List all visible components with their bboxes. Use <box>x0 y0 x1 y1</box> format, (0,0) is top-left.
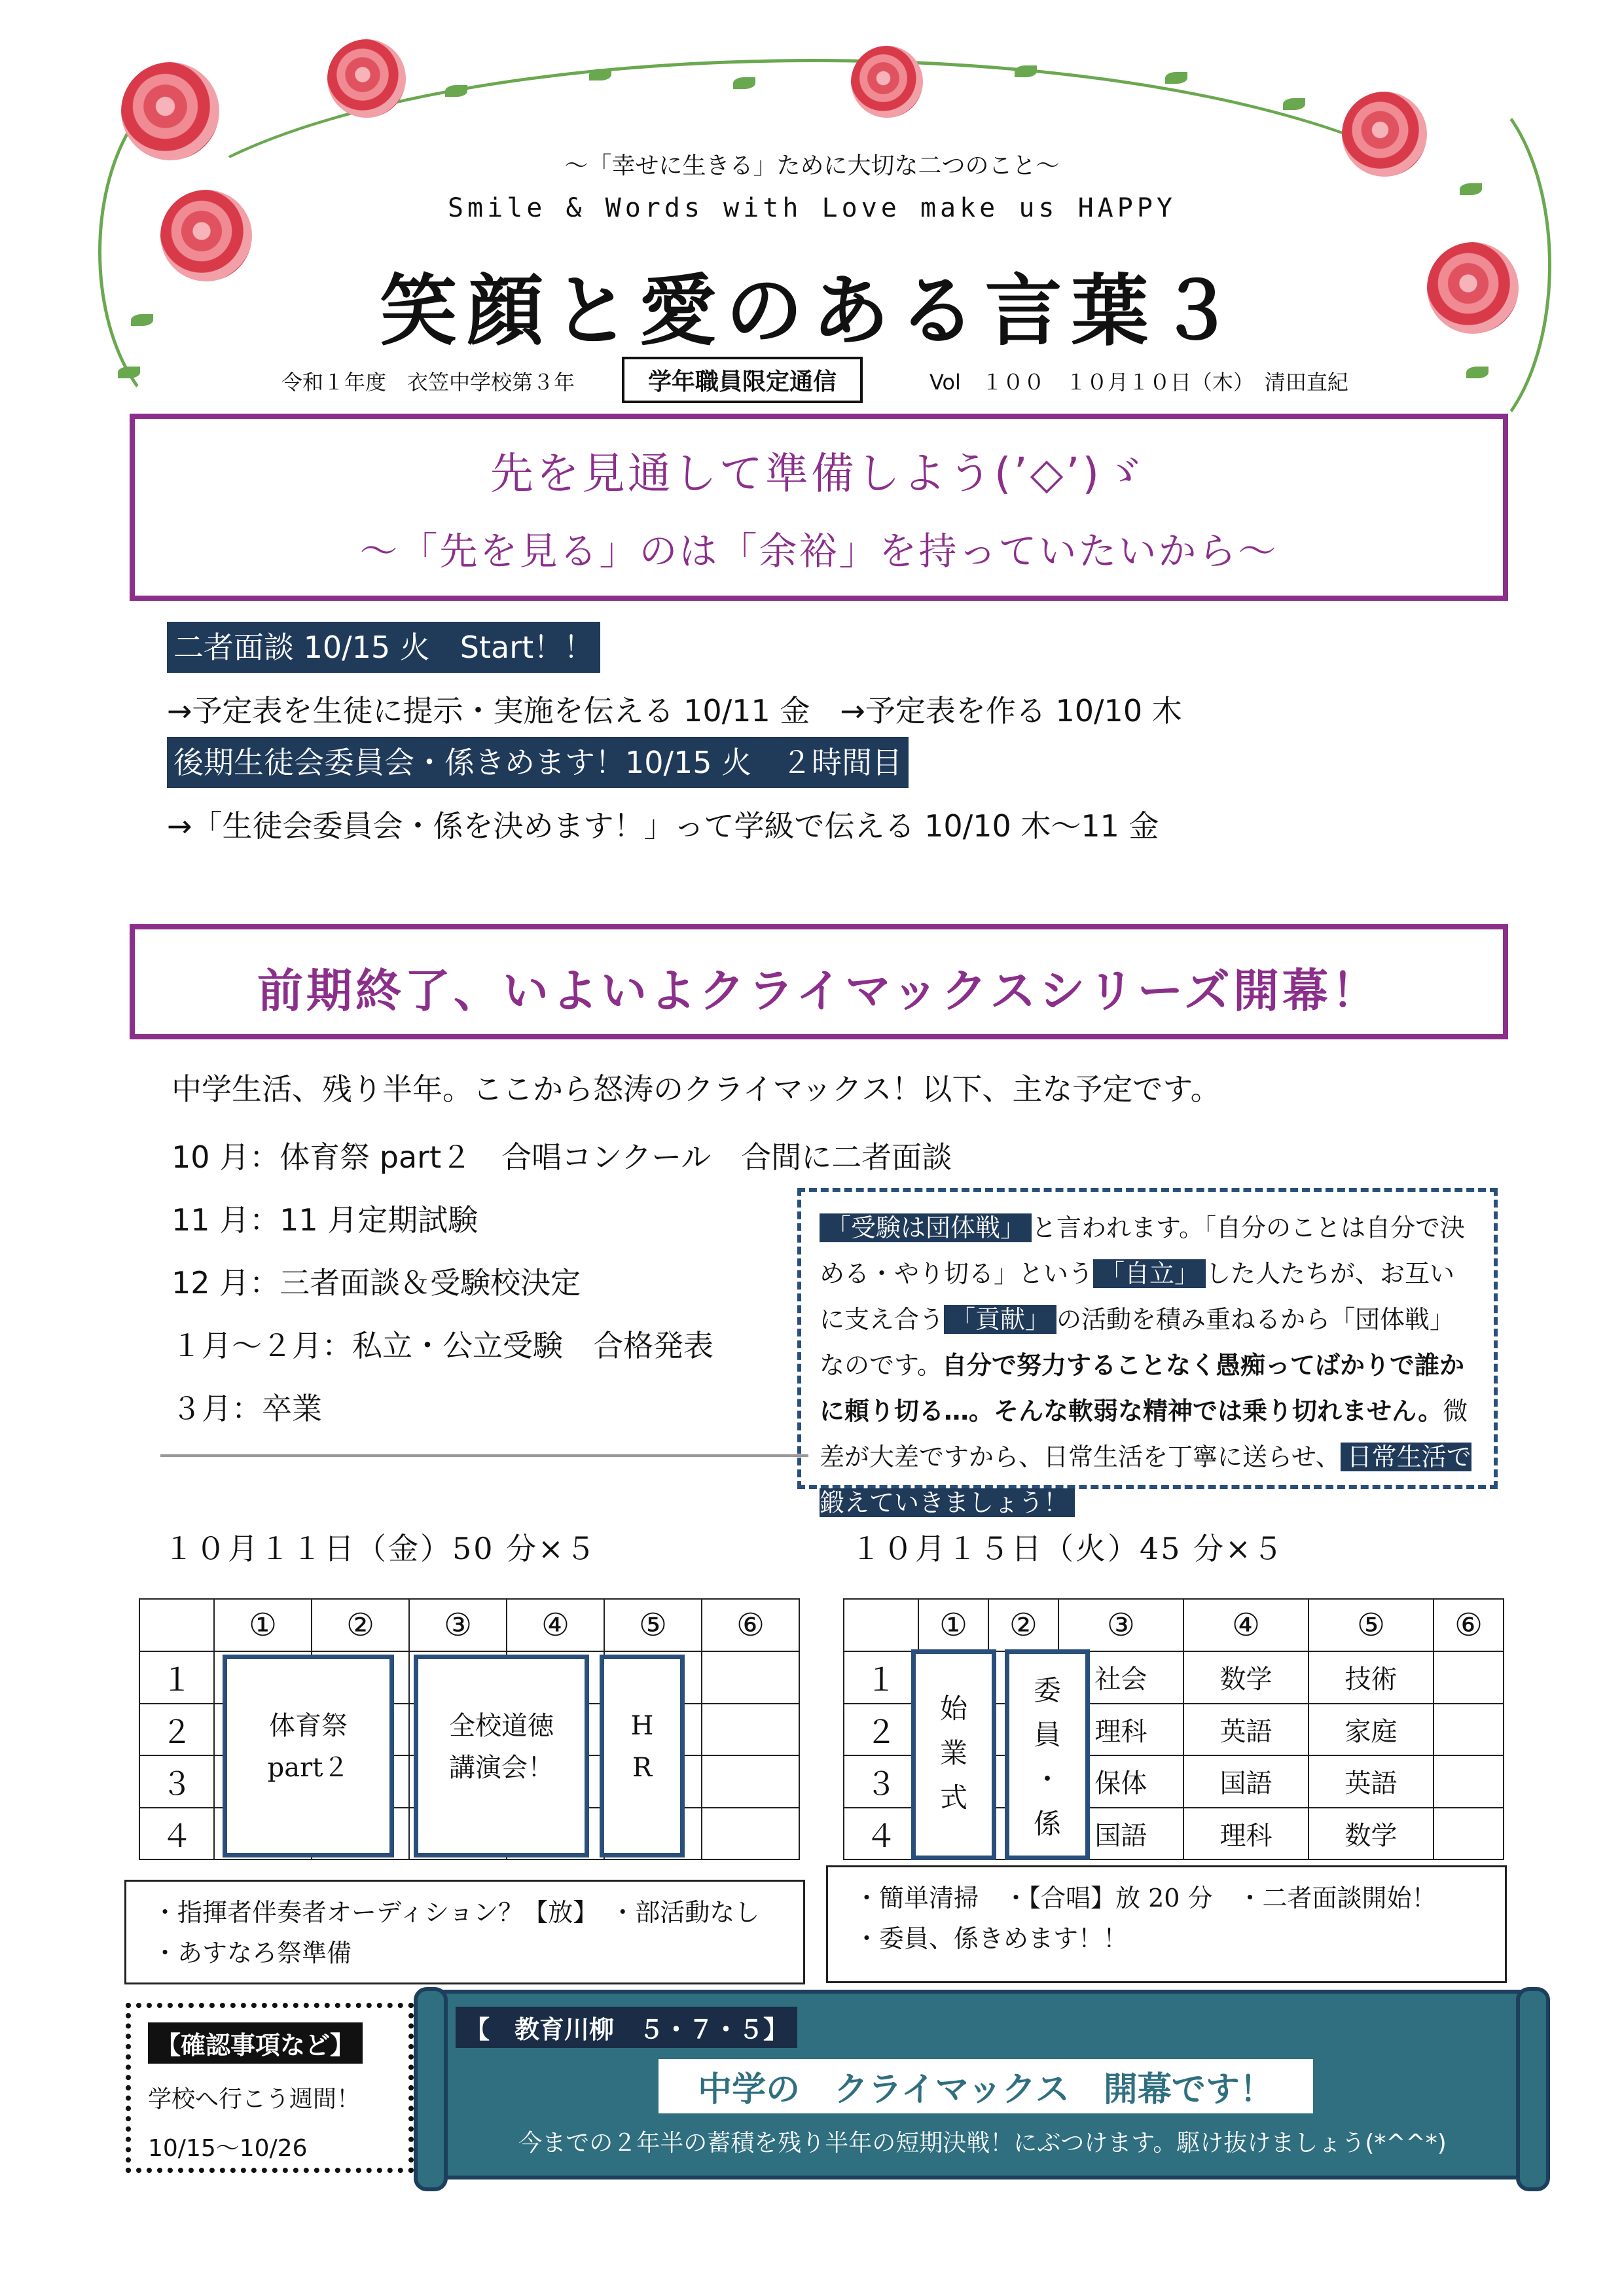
day2-block-ceremony <box>911 1649 996 1860</box>
senryu-sub: 今までの２年半の蓄積を残り半年の短期決戦！にぶつけます。駆け抜けましょう(*^^*) <box>518 2130 1447 2157</box>
col-header: ③ <box>409 1599 507 1651</box>
header-subtitle: ～「幸せに生きる」ために大切な二つのこと～ <box>564 152 1060 179</box>
senryu-label: 【 教育川柳 ５・７・５】 <box>456 2007 797 2048</box>
subject-cell: 数学 <box>1308 1808 1434 1860</box>
section1-subtitle: ～「先を見る」のは「余裕」を持っていたいから～ <box>359 529 1278 573</box>
note-highlight: 「貢献」 <box>944 1305 1056 1334</box>
row-header: ４ <box>844 1808 918 1860</box>
subject-cell: 理科 <box>1058 1704 1183 1756</box>
day1-block-hr <box>600 1655 685 1857</box>
volume-date: Vol １００ １０月１０日（木） 清田直紀 <box>929 370 1348 395</box>
note-bold: 自分で努力することなく愚痴ってばかりで誰かに頼り切る…。そんな軟弱な精神では乗り切れません。 <box>820 1351 1464 1426</box>
section1-title: 先を見通して準備しよう(’◇’)ゞ <box>490 448 1148 499</box>
col-header: ② <box>988 1599 1058 1651</box>
subject-cell: 家庭 <box>1308 1704 1434 1756</box>
block-text: 体育祭 <box>269 1711 348 1741</box>
col-header: ① <box>214 1599 312 1651</box>
block-text: 係 <box>1033 1808 1061 1840</box>
row-header: ３ <box>139 1755 214 1808</box>
note-line: ・簡単清掃 ・【合唱】放 20 分 ・二者面談開始！ <box>854 1884 1437 1912</box>
scroll-roll <box>1516 1987 1550 2191</box>
row-header: ４ <box>139 1808 214 1860</box>
subject-cell: 数学 <box>1183 1651 1308 1704</box>
interview-head: 二者面談 10/15 火 Start！！ <box>167 622 600 673</box>
block-text: H <box>630 1711 654 1741</box>
block-text: part２ <box>267 1753 350 1783</box>
senryu-scroll <box>419 1990 1545 2179</box>
col-header: ⑥ <box>702 1599 799 1651</box>
subject-cell: 社会 <box>1058 1651 1183 1704</box>
day1-block-sports <box>223 1655 394 1857</box>
scroll-roll <box>414 1987 448 2191</box>
confirm-box <box>126 2003 414 2173</box>
schedule-item: １月～２月：私立・公立受験 合格発表 <box>171 1328 713 1363</box>
block-text: 式 <box>939 1782 967 1814</box>
note-text: した人たちが、お互いに支え合う <box>820 1259 1455 1334</box>
confirm-label: 【確認事項など】 <box>148 2022 363 2064</box>
divider-line <box>160 1454 808 1457</box>
row-header: １ <box>844 1651 918 1704</box>
subject-cell: 技術 <box>1308 1651 1434 1704</box>
block-text: 全校道徳 <box>449 1711 554 1741</box>
note-line: ・委員、係きめます！！ <box>854 1924 1128 1953</box>
schedule-item: 11 月：11 月定期試験 <box>171 1202 478 1238</box>
note-line: ・あすなろ祭準備 <box>153 1939 352 1967</box>
subject-cell: 国語 <box>1183 1755 1308 1808</box>
schedule-item: ３月：卒業 <box>171 1391 322 1426</box>
badge-label: 学年職員限定通信 <box>622 357 863 403</box>
section2-banner <box>130 924 1508 1039</box>
block-text: 委 <box>1033 1674 1061 1706</box>
block-text: 業 <box>939 1737 967 1769</box>
row-header: ３ <box>844 1755 918 1808</box>
schedule-item: 10 月：体育祭 part２ 合唱コンクール 合間に二者面談 <box>171 1139 952 1175</box>
day1-block-moral <box>414 1655 589 1857</box>
block-text: 始 <box>939 1693 967 1725</box>
interview-line: →予定表を生徒に提示・実施を伝える 10/11 金 →予定表を作る 10/10 木 <box>167 693 1182 728</box>
header-meta-row <box>281 357 1427 403</box>
note-text: の活動を積み重ねるから「団体戦」なのです。 <box>820 1305 1455 1380</box>
note-highlight: 日常生活で鍛えていきましょう！ <box>820 1443 1471 1517</box>
row-header: １ <box>139 1651 214 1704</box>
col-header: ① <box>918 1599 988 1651</box>
confirm-line: 学校へ行こう週間！ <box>148 2086 361 2113</box>
day2-block-committee <box>1005 1649 1090 1860</box>
col-header: ③ <box>1058 1599 1183 1651</box>
subject-cell: 国語 <box>1058 1808 1183 1860</box>
block-text: 講演会！ <box>449 1753 554 1783</box>
day1-notes <box>124 1880 805 1984</box>
note-line: ・指揮者伴奏者オーディション？【放】 ・部活動なし <box>153 1898 760 1927</box>
note-text: と言われます。「自分のことは自分で決める・やり切る」という <box>820 1213 1465 1288</box>
block-text: ・ <box>1033 1763 1061 1795</box>
col-header: ④ <box>1183 1599 1308 1651</box>
rose-icon <box>121 62 219 160</box>
committee-head: 後期生徒会委員会・係きめます！10/15 火 ２時間目 <box>167 737 909 788</box>
col-header: ⑤ <box>1308 1599 1434 1651</box>
day1-heading: １０月１１日（金）50 分×５ <box>164 1531 598 1566</box>
section2-title: 前期終了、いよいよクライマックスシリーズ開幕！ <box>257 964 1380 1018</box>
subject-cell: 理科 <box>1183 1808 1308 1860</box>
subject-cell: 保体 <box>1058 1755 1183 1808</box>
section1-items <box>167 622 1542 846</box>
rose-icon <box>327 39 406 118</box>
subject-cell: 英語 <box>1308 1755 1434 1808</box>
note-text: 微差が大差ですから、日常生活を丁寧に送らせ、 <box>820 1397 1468 1471</box>
header-english: Smile & Words with Love make us HAPPY <box>447 193 1177 223</box>
day2-notes <box>826 1865 1507 1983</box>
col-header: ④ <box>507 1599 604 1651</box>
confirm-line: 10/15～10/26 <box>148 2135 308 2162</box>
col-header: ⑤ <box>604 1599 702 1651</box>
rose-icon <box>851 46 923 118</box>
committee-line: →「生徒会委員会・係を決めます！」って学級で伝える 10/10 木～11 金 <box>167 808 1159 844</box>
page-title: 笑顔と愛のある言葉３ <box>380 266 1244 356</box>
subject-cell: 英語 <box>1183 1704 1308 1756</box>
school-name: 令和１年度 衣笠中学校第３年 <box>281 370 575 395</box>
col-header: ② <box>312 1599 409 1651</box>
senryu-main: 中学の クライマックス 開幕です！ <box>659 2059 1313 2113</box>
schedule-item: 12 月：三者面談＆受験校決定 <box>171 1265 581 1300</box>
note-highlight: 「自立」 <box>1093 1259 1206 1288</box>
section2-intro: 中学生活、残り半年。ここから怒涛のクライマックス！以下、主な予定です。 <box>171 1071 1221 1107</box>
section1-banner <box>130 414 1508 601</box>
day2-heading: １０月１５日（火）45 分×５ <box>851 1531 1285 1566</box>
block-text: R <box>632 1753 653 1783</box>
row-header: ２ <box>139 1704 214 1756</box>
note-highlight: 「受験は団体戦」 <box>820 1213 1032 1242</box>
note-box <box>797 1188 1498 1517</box>
block-text: 員 <box>1033 1719 1061 1751</box>
row-header: ２ <box>844 1704 918 1756</box>
col-header: ⑥ <box>1434 1599 1504 1651</box>
